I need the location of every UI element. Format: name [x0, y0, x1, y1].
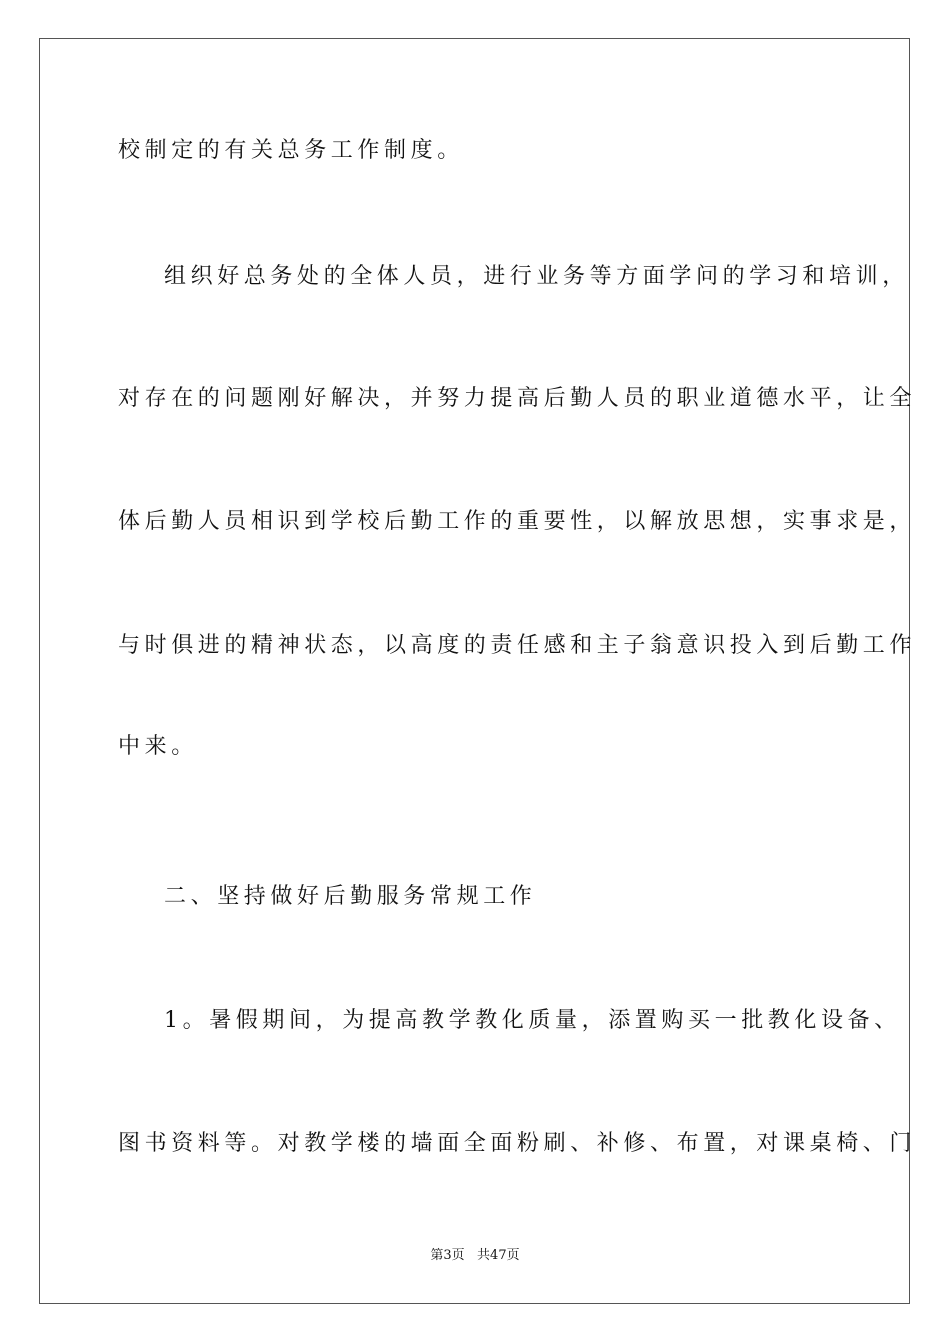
section-heading: 二、坚持做好后勤服务常规工作: [164, 884, 537, 909]
text-line-9: 图书资料等。对教学楼的墙面全面粉刷、补修、布置，对课桌椅、门: [118, 1131, 917, 1156]
text-line-6: 中来。: [118, 734, 198, 759]
text-line-2: 组织好总务处的全体人员，进行业务等方面学问的学习和培训，: [164, 264, 909, 289]
text-line-1: 校制定的有关总务工作制度。: [118, 138, 464, 163]
page-border: [39, 38, 910, 1304]
text-line-8: 1。暑假期间，为提高教学教化质量，添置购买一批教化设备、: [164, 1008, 901, 1033]
text-line-4: 体后勤人员相识到学校后勤工作的重要性，以解放思想，实事求是，: [118, 509, 917, 534]
page-number-footer: 第3页 共47页: [430, 1248, 520, 1263]
text-line-5: 与时俱进的精神状态，以高度的责任感和主子翁意识投入到后勤工作: [118, 633, 917, 658]
text-line-3: 对存在的问题刚好解决，并努力提高后勤人员的职业道德水平，让全: [118, 386, 917, 411]
